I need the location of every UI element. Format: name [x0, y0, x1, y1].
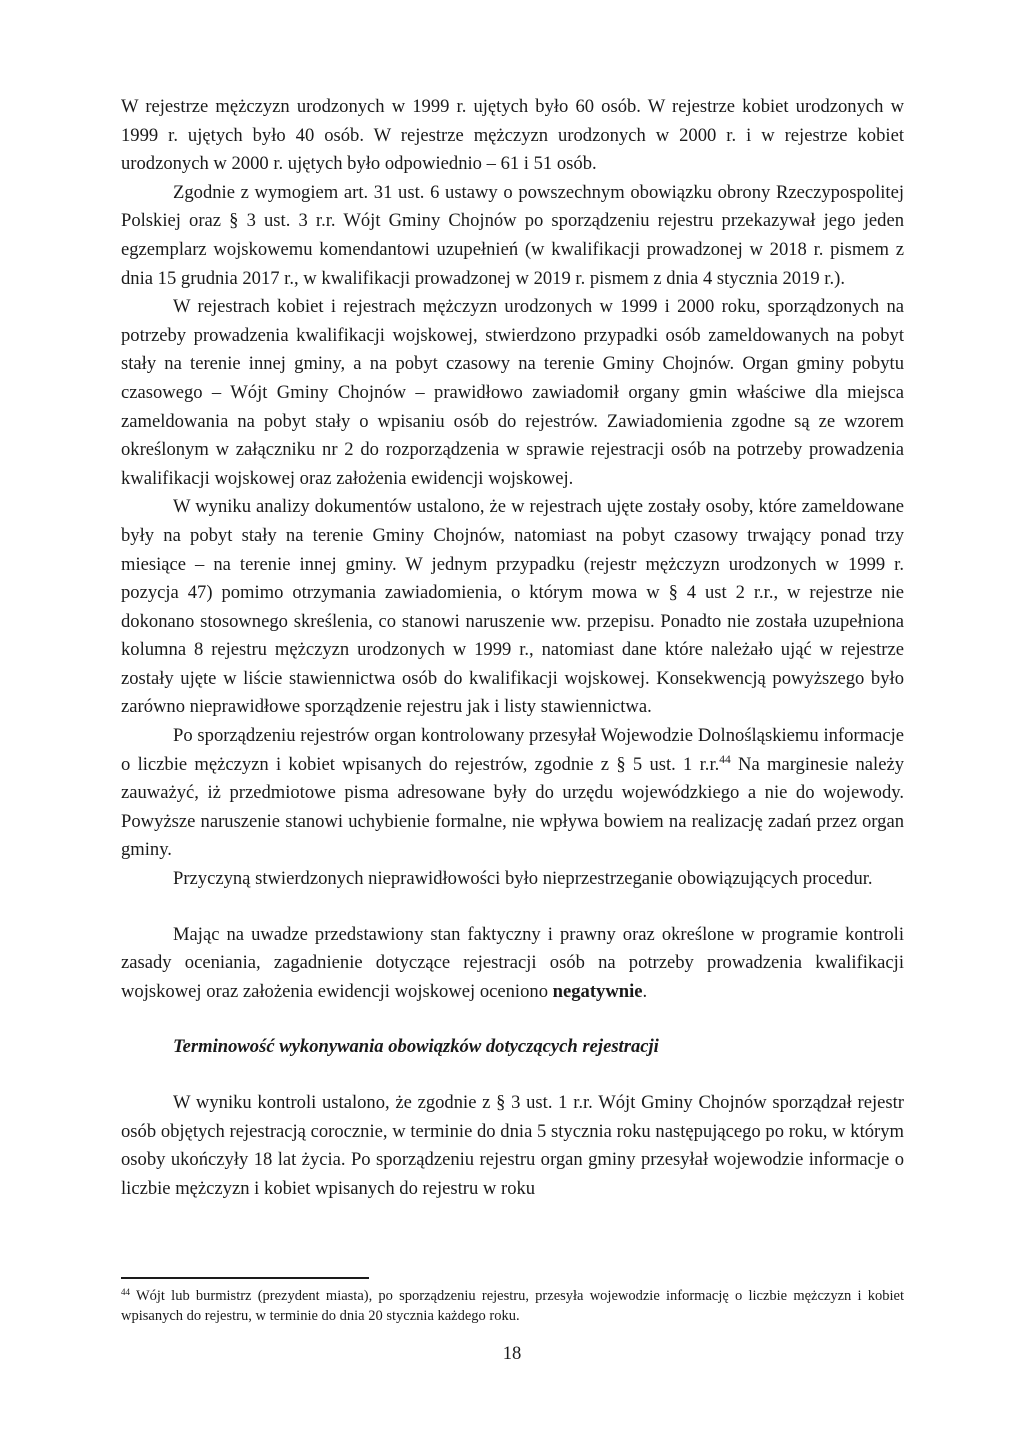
page-number: 18	[502, 1343, 522, 1364]
footnote-reference: 44	[719, 753, 731, 766]
spacer	[121, 894, 904, 921]
paragraph-assessment	[121, 921, 904, 1007]
paragraph-voivode-text-2: Na marginesie należy zauważyć, iż przedmiotowe pisma adresowane były do urzędu wojewódzkiego a nie do wojewody. Powyższe naruszenie stanowi uchybienie formalne, nie wpływa bowiem na realizację zadań przez organ gminy.	[121, 753, 905, 861]
paragraph-cause: Przyczyną stwierdzonych nieprawidłowości było nieprzestrzeganie obowiązujących procedur.	[173, 868, 873, 890]
spacer	[121, 1006, 904, 1033]
footnote-separator	[121, 1277, 369, 1279]
paragraph-document-analysis: W wyniku analizy dokumentów ustalono, że w rejestrach ujęte zostały osoby, które zameldowane były na pobyt stały na terenie Gminy Chojnów, natomiast na pobyt czasowy trwający ponad trzy miesiące – na terenie innej gminy. W jednym przypadku (rejestr mężczyzn urodzonych w 1999 r. pozycja 47) pomimo otrzymania zawiadomienia, o którym mowa w § 4 ust 2 r.r., w rejestrze nie dokonano stosownego skreślenia, co stanowi naruszenie ww. przepisu. Ponadto nie została uzupełniona kolumna 8 rejestru mężczyzn urodzonych w 1999 r., natomiast dane które należało ująć w rejestrze zostały ujęte w liście stawiennictwa osób do kwalifikacji wojskowej. Konsekwencją powyższego było zarówno nieprawidłowe sporządzenie rejestru jak i listy stawiennictwa.	[121, 496, 904, 718]
footnote-number: 44	[121, 1287, 130, 1297]
paragraph-registry-counts: W rejestrze mężczyzn urodzonych w 1999 r. ujętych było 60 osób. W rejestrze kobiet urodzonych w 1999 r. ujętych było 40 osób. W rejestrze mężczyzn urodzonych w 2000 r. i w rejestrze kobiet urodzonych w 2000 r. ujętych było odpowiednio – 61 i 51 osób.	[121, 96, 904, 175]
paragraph-registry-submission: Zgodnie z wymogiem art. 31 ust. 6 ustawy o powszechnym obowiązku obrony Rzeczypospolitej Polskiej oraz § 3 ust. 3 r.r. Wójt Gminy Chojnów po sporządzeniu rejestru przekazywał jego jeden egzemplarz wojskowemu komendantowi uzupełnień (w kwalifikacji prowadzonej w 2018 r. pismem z dnia 15 grudnia 2017 r., w kwalifikacji prowadzonej w 2019 r. pismem z dnia 4 stycznia 2019 r.).	[121, 181, 904, 289]
assessment-result: negatywnie	[552, 980, 643, 1002]
paragraph-voivode-information	[121, 722, 904, 865]
footnote	[121, 1287, 904, 1326]
paragraph-temporary-residence: W rejestrach kobiet i rejestrach mężczyzn urodzonych w 1999 i 2000 roku, sporządzonych na potrzeby prowadzenia kwalifikacji wojskowej, stwierdzono przypadki osób zameldowanych na pobyt stały na terenie innej gminy, a na pobyt czasowy na terenie Gminy Chojnów. Organ gminy pobytu czasowego – Wójt Gminy Chojnów – prawidłowo zawiadomił organy gmin właściwe dla miejsca zameldowania na pobyt stały o wpisaniu osób do rejestrów. Zawiadomienia zgodne są ze wzorem określonym w załączniku nr 2 do rozporządzenia w sprawie rejestracji osób na potrzeby prowadzenia kwalifikacji wojskowej oraz założenia ewidencji wojskowej.	[121, 296, 904, 489]
paragraph-voivode-text-1: Po sporządzeniu rejestrów organ kontrolowany przesyłał Wojewodzie Dolnośląskiemu informacje o liczbie mężczyzn i kobiet wpisanych do rejestrów, zgodnie z § 5 ust. 1 r.r.	[121, 725, 904, 775]
spacer	[121, 1062, 904, 1089]
paragraph-assessment-text: Mając na uwadze przedstawiony stan faktyczny i prawny oraz określone w programie kontroli zasady oceniania, zagadnienie dotyczące rejestracji osób na potrzeby prowadzenia kwalifikacji wojskowej oraz założenia ewidencji wojskowej oceniono	[121, 923, 904, 1002]
paragraph-timeliness: W wyniku kontroli ustalono, że zgodnie z § 3 ust. 1 r.r. Wójt Gminy Chojnów sporządzał rejestr osób objętych rejestracją corocznie, w terminie do dnia 5 stycznia roku następującego po roku, w którym osoby ukończyły 18 lat życia. Po sporządzeniu rejestru organ gminy przesyłał wojewodzie informacje o liczbie mężczyzn i kobiet wpisanych do rejestru w roku	[121, 1092, 904, 1199]
section-heading: Terminowość wykonywania obowiązków dotyczących rejestracji	[173, 1036, 659, 1058]
paragraph-assessment-end: .	[642, 980, 648, 1002]
footnote-text: Wójt lub burmistrz (prezydent miasta), po sporządzeniu rejestru, przesyła wojewodzie informację o liczbie mężczyzn i kobiet wpisanych do rejestru, w terminie do dnia 20 stycznia każdego roku.	[121, 1288, 904, 1324]
